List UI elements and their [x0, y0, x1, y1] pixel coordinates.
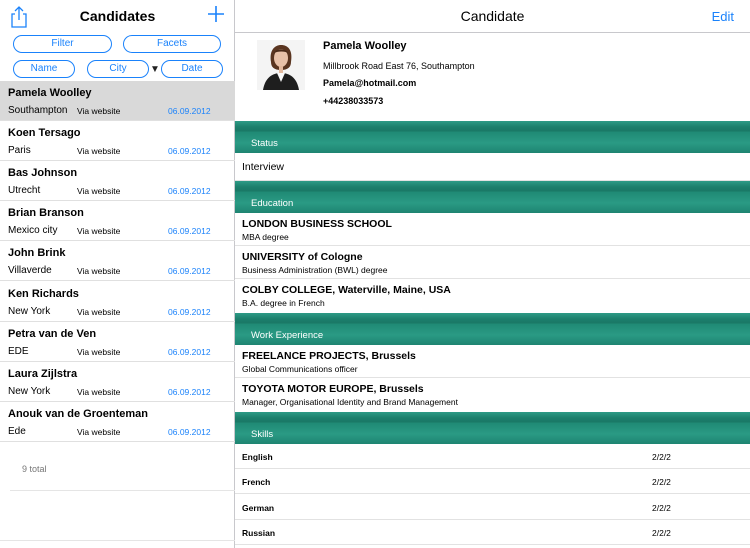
candidate-nav-bar [235, 0, 750, 33]
candidate-row[interactable] [0, 282, 235, 322]
candidate-name: Koen Tersago [8, 127, 81, 139]
education-section-header [235, 181, 750, 213]
skill-level: 2/2/2 [652, 477, 671, 487]
work-company: TOYOTA MOTOR EUROPE, Brussels [242, 383, 424, 395]
candidates-nav-bar [0, 0, 235, 33]
candidate-city: New York [8, 386, 51, 397]
candidate-city: Villaverde [8, 265, 52, 276]
skill-level: 2/2/2 [652, 503, 671, 513]
plus-icon[interactable] [206, 4, 226, 26]
candidate-row[interactable] [0, 121, 235, 161]
filter-button[interactable]: Filter [13, 35, 112, 53]
total-count: 9 total [22, 464, 47, 474]
candidate-row[interactable] [0, 322, 235, 362]
candidates-pane [0, 0, 235, 548]
candidate-city: Mexico city [8, 225, 58, 236]
candidate-name: Brian Branson [8, 207, 84, 219]
candidate-email[interactable]: Pamela@hotmail.com [323, 78, 417, 88]
candidate-name: Laura Zijlstra [8, 368, 78, 380]
candidate-row[interactable] [0, 81, 235, 121]
status-section-header [235, 121, 750, 153]
education-degree: Business Administration (BWL) degree [242, 265, 388, 275]
divider [10, 490, 235, 491]
candidate-title: Candidate [460, 8, 525, 24]
candidate-row[interactable] [0, 201, 235, 241]
candidate-source: Via website [77, 427, 121, 437]
work-role: Manager, Organisational Identity and Brand Management [242, 397, 458, 407]
candidates-title: Candidates [79, 8, 156, 24]
candidate-city: New York [8, 306, 51, 317]
candidate-source: Via website [77, 387, 121, 397]
candidate-source: Via website [77, 106, 121, 116]
work-experience-section-header [235, 313, 750, 345]
education-school: COLBY COLLEGE, Waterville, Maine, USA [242, 284, 451, 296]
candidate-phone[interactable]: +44238033573 [323, 96, 384, 106]
candidate-date: 06.09.2012 [168, 387, 211, 397]
education-school: LONDON BUSINESS SCHOOL [242, 218, 392, 230]
candidate-row[interactable] [0, 241, 235, 281]
candidate-photo [257, 40, 305, 90]
candidate-name: Pamela Woolley [8, 87, 92, 99]
status-value: Interview [242, 161, 285, 173]
education-degree: MBA degree [242, 232, 289, 242]
skill-name: Russian [242, 528, 276, 538]
skill-name: English [242, 452, 273, 462]
candidate-source: Via website [77, 266, 121, 276]
sort-descending-icon: ▼ [150, 64, 160, 75]
candidate-date: 06.09.2012 [168, 427, 211, 437]
candidate-date: 06.09.2012 [168, 106, 211, 116]
skill-row[interactable] [235, 520, 750, 545]
skill-level: 2/2/2 [652, 452, 671, 462]
skill-row[interactable] [235, 444, 750, 469]
candidate-source: Via website [77, 347, 121, 357]
candidate-date: 06.09.2012 [168, 307, 211, 317]
work-item[interactable] [235, 345, 750, 378]
candidate-row[interactable] [0, 402, 235, 442]
work-company: FREELANCE PROJECTS, Brussels [242, 350, 416, 362]
candidate-name: Ken Richards [8, 288, 79, 300]
skill-name: French [242, 477, 271, 487]
candidate-date: 06.09.2012 [168, 266, 211, 276]
education-item[interactable] [235, 213, 750, 246]
divider [0, 540, 235, 541]
work-role: Global Communications officer [242, 364, 358, 374]
candidate-date: 06.09.2012 [168, 226, 211, 236]
education-header-label: Education [251, 198, 294, 209]
candidate-source: Via website [77, 307, 121, 317]
candidate-city: Southampton [8, 105, 68, 116]
candidate-name: John Brink [8, 247, 66, 259]
work-item[interactable] [235, 378, 750, 412]
facets-button[interactable]: Facets [123, 35, 221, 53]
candidate-address: Millbrook Road East 76, Southampton [323, 61, 475, 71]
edit-button[interactable]: Edit [711, 9, 734, 24]
sort-date-button[interactable]: Date [161, 60, 223, 78]
candidate-detail-pane [235, 0, 750, 548]
candidate-date: 06.09.2012 [168, 186, 211, 196]
candidate-source: Via website [77, 146, 121, 156]
candidate-source: Via website [77, 226, 121, 236]
candidate-full-name: Pamela Woolley [323, 40, 407, 52]
skill-row[interactable] [235, 469, 750, 494]
status-header-label: Status [251, 138, 278, 149]
candidate-city: Ede [8, 426, 26, 437]
candidate-source: Via website [77, 186, 121, 196]
skills-header-label: Skills [251, 429, 274, 440]
skill-row[interactable] [235, 495, 750, 520]
education-school: UNIVERSITY of Cologne [242, 251, 363, 263]
education-degree: B.A. degree in French [242, 298, 325, 308]
sort-city-button[interactable]: City [87, 60, 149, 78]
education-item[interactable] [235, 279, 750, 313]
candidate-city: Utrecht [8, 185, 41, 196]
candidate-date: 06.09.2012 [168, 347, 211, 357]
candidate-date: 06.09.2012 [168, 146, 211, 156]
candidate-name: Bas Johnson [8, 167, 78, 179]
candidate-name: Petra van de Ven [8, 328, 97, 340]
skill-name: German [242, 503, 275, 513]
skills-section-header [235, 412, 750, 444]
candidate-row[interactable] [0, 161, 235, 201]
skill-level: 2/2/2 [652, 528, 671, 538]
status-row[interactable] [235, 153, 750, 181]
candidate-city: Paris [8, 145, 31, 156]
candidate-name: Anouk van de Groenteman [8, 408, 148, 420]
work-experience-header-label: Work Experience [251, 330, 324, 341]
candidate-row[interactable] [0, 362, 235, 402]
sort-name-button[interactable]: Name [13, 60, 75, 78]
candidate-city: EDE [8, 346, 29, 357]
education-item[interactable] [235, 246, 750, 279]
